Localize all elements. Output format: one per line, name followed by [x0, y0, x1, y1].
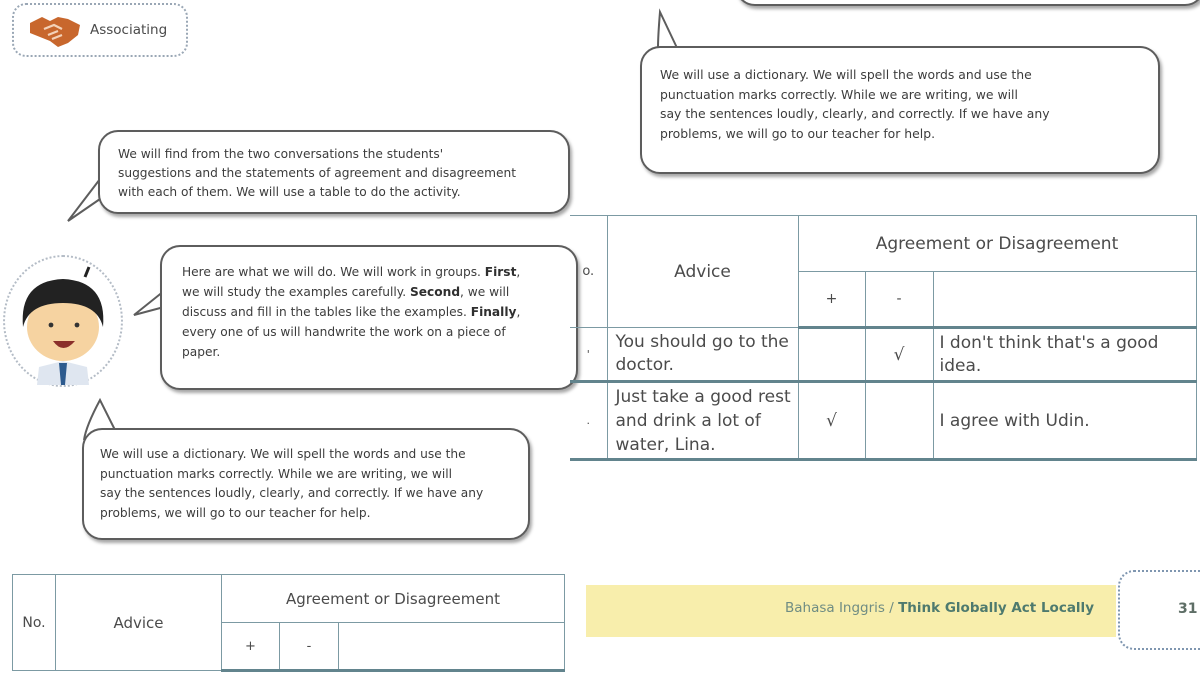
section-badge-associating — [12, 3, 188, 57]
header-agreement: Agreement or Disagreement — [798, 216, 1196, 272]
footer-title: Bahasa Inggris / Think Globally Act Locally — [784, 600, 1094, 616]
speech-bubble-dictionary-bottom: We will use a dictionary. We will spell the words and use the punctuation marks correctly. While we are writing, we will say the sentences loudly, clearly, and correctly. If we have any problems, we will go to our teacher for help. — [82, 428, 530, 540]
header-advice: Advice — [607, 216, 798, 328]
header-plus: + — [798, 272, 865, 328]
header-response — [933, 272, 1196, 328]
header-agreement: Agreement or Disagreement — [222, 575, 565, 623]
header-no: No. — [13, 575, 56, 671]
advice-table-example — [570, 215, 1197, 461]
student-avatar — [3, 255, 123, 387]
table-row: . Just take a good rest and drink a lot of water, Lina. √ I agree with Udin. — [570, 382, 1196, 460]
handshake-icon — [28, 13, 82, 51]
check-icon: √ — [865, 328, 933, 382]
speech-bubble-cutoff — [735, 0, 1200, 6]
header-advice: Advice — [56, 575, 222, 671]
header-plus: + — [222, 623, 280, 671]
page-number-box — [1118, 570, 1200, 650]
speech-bubble-dictionary-top: We will use a dictionary. We will spell the words and use the punctuation marks correctly. While we are writing, we will say the sentences loudly, clearly, and correctly. If we have any problems, we will go to our teacher for help. — [640, 46, 1160, 174]
student-boy-icon — [5, 257, 121, 385]
advice-table-blank — [12, 574, 565, 672]
header-minus: - — [280, 623, 339, 671]
speech-bubble-steps: Here are what we will do. We will work in groups. First, we will study the examples carefully. Second, we will discuss and fill in the tables like the examples. Finally, every one of us will handwrite the work on a piece of paper. — [160, 245, 578, 390]
page-number: 31 — [1178, 601, 1198, 617]
header-minus: - — [865, 272, 933, 328]
footer-band — [586, 585, 1116, 637]
speech-bubble-find: We will find from the two conversations the students' suggestions and the statements of agreement and disagreement with each of them. We will use a table to do the activity. — [98, 130, 570, 214]
check-icon: √ — [798, 382, 865, 460]
header-response — [339, 623, 565, 671]
header-no: o. — [570, 216, 607, 328]
table-row: ' You should go to the doctor. √ I don't think that's a good idea. — [570, 328, 1196, 382]
section-badge-label: Associating — [90, 22, 168, 38]
